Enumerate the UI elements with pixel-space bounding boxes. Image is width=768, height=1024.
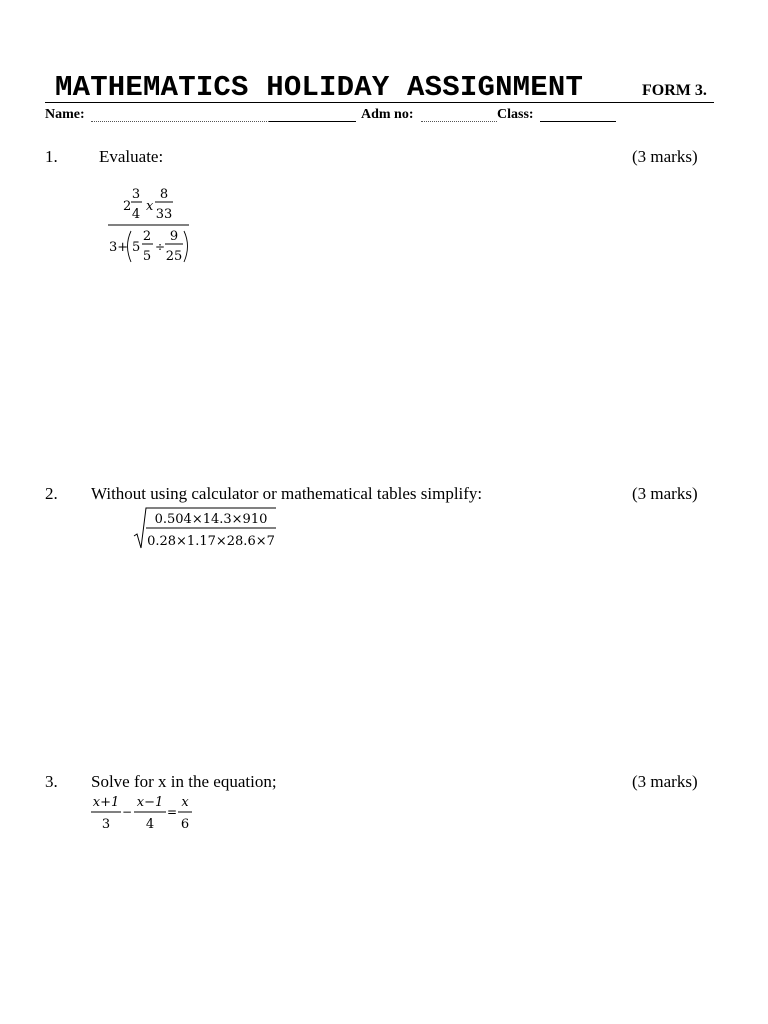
title-underline [45, 102, 714, 103]
question-3-text: Solve for x in the equation; [91, 772, 277, 791]
question-3-marks: (3 marks) [632, 772, 698, 791]
q1-num-frac1-top: 3 [131, 187, 141, 202]
q2-denominator: 0.28×1.17×28.6×7 [147, 534, 275, 549]
q1-den-frac2-bottom: 25 [165, 249, 183, 264]
q3-equals: = [167, 805, 178, 819]
question-1-expression [100, 182, 200, 270]
form-label: FORM 3. [642, 82, 707, 99]
q1-num-whole: 2 [123, 199, 132, 214]
q3-term1-bottom: 3 [101, 817, 111, 832]
q1-num-frac2-top: 8 [159, 187, 169, 202]
q1-den-whole: 5 [132, 240, 141, 255]
q1-divide: ÷ [155, 240, 166, 254]
q3-term2-bottom: 4 [145, 817, 155, 832]
q3-minus: − [122, 805, 133, 819]
q3-term2-top: x−1 [136, 795, 164, 810]
question-1-marks: (3 marks) [632, 147, 698, 166]
name-field-line[interactable] [269, 121, 356, 122]
question-3-number: 3. [45, 772, 58, 791]
adm-no-label: Adm no: [361, 107, 414, 122]
q1-den-frac1-bottom: 5 [142, 249, 152, 264]
q3-term3-bottom: 6 [180, 817, 190, 832]
q1-den-frac2-top: 9 [169, 229, 179, 244]
q2-numerator: 0.504×14.3×910 [154, 512, 268, 527]
q1-times-x: x [146, 199, 154, 214]
q1-den-lead: 3+ [109, 240, 129, 255]
class-field[interactable] [540, 121, 616, 122]
q1-num-frac2-bottom: 33 [155, 207, 173, 222]
q1-num-frac1-bottom: 4 [131, 207, 141, 222]
class-label: Class: [497, 107, 534, 122]
question-2-expression [130, 504, 280, 554]
page-title: MATHEMATICS HOLIDAY ASSIGNMENT [55, 71, 584, 104]
q1-right-paren [184, 231, 188, 262]
question-1-text: Evaluate: [99, 147, 164, 166]
adm-no-field[interactable] [421, 121, 497, 122]
question-1-number: 1. [45, 147, 58, 166]
q3-term3-top: x [181, 795, 189, 810]
q1-den-frac1-top: 2 [142, 229, 152, 244]
question-2-number: 2. [45, 484, 58, 503]
name-label: Name: [45, 107, 85, 122]
question-2-text: Without using calculator or mathematical tables simplify: [91, 484, 483, 503]
question-3-expression [88, 790, 198, 836]
q3-term1-top: x+1 [92, 795, 120, 810]
question-2-marks: (3 marks) [632, 484, 698, 503]
name-field-dotted[interactable] [91, 121, 269, 122]
